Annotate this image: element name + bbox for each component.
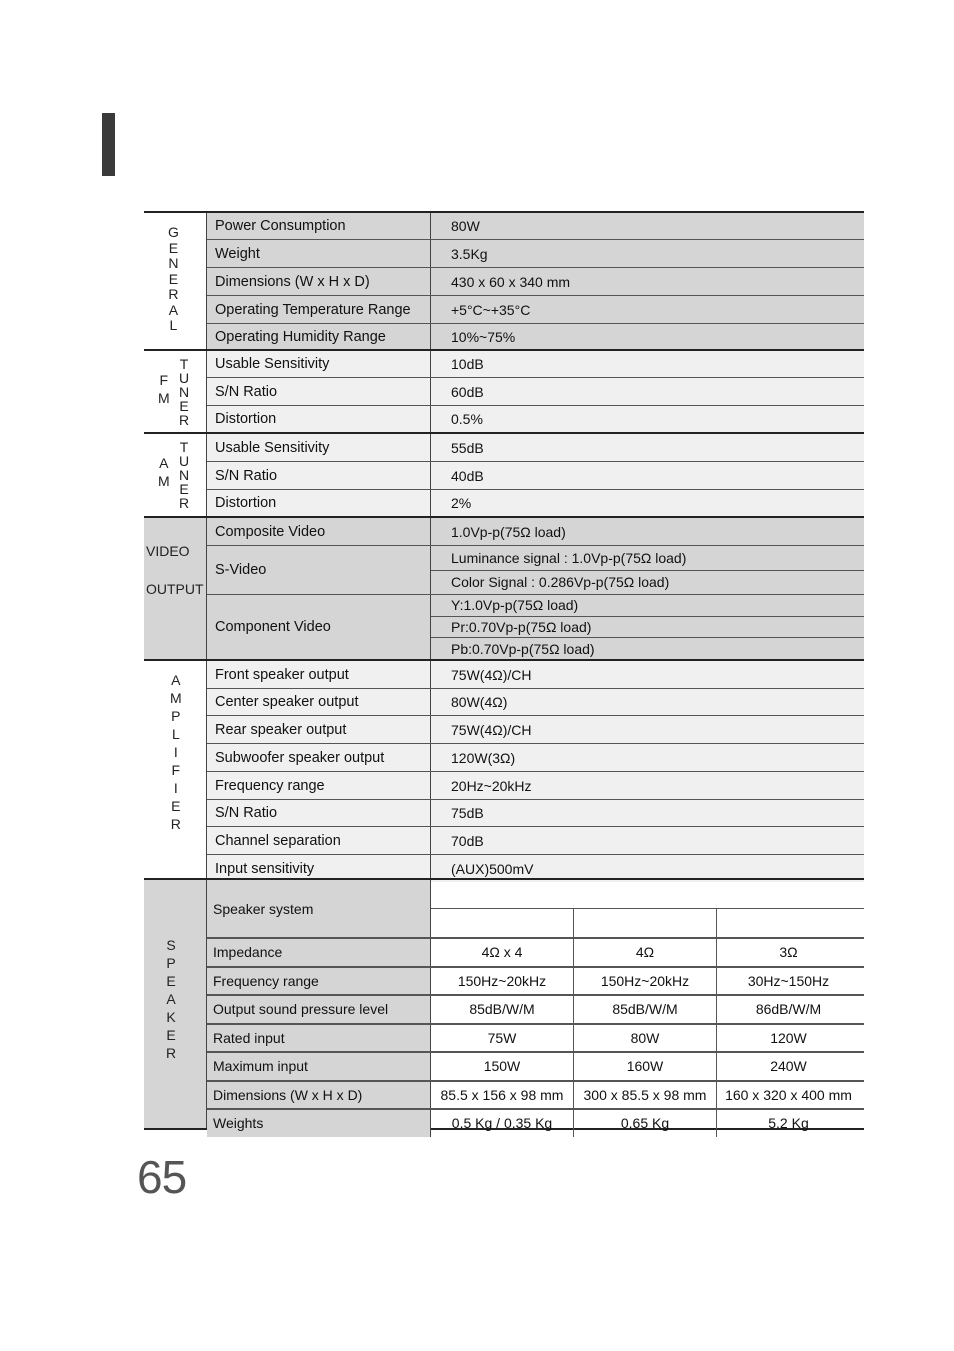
spec-label: S/N Ratio (207, 462, 431, 489)
spec-row-component-video (207, 595, 864, 659)
spec-value: (AUX)500mV (431, 855, 864, 882)
spec-value: 40dB (431, 462, 864, 489)
speaker-spec-cell: 80W (574, 1025, 717, 1052)
spec-value: 75W(4Ω)/CH (431, 661, 864, 688)
speaker-spec-cell: 160W (574, 1053, 717, 1080)
side-letter: L (171, 726, 180, 742)
spec-label: Center speaker output (207, 689, 431, 715)
side-letter: U (179, 370, 190, 386)
spec-value: 20Hz~20kHz (431, 772, 864, 799)
spec-value: Luminance signal : 1.0Vp-p(75Ω load) (431, 546, 864, 571)
spec-row (207, 772, 864, 800)
speaker-spec-cell: 0.5 Kg / 0.35 Kg (431, 1110, 574, 1137)
speaker-spec-cell: 300 x 85.5 x 98 mm (574, 1082, 717, 1109)
spec-row (207, 434, 864, 462)
side-letter: N (168, 255, 179, 271)
spec-row (207, 689, 864, 716)
spec-value: 120W(3Ω) (431, 744, 864, 771)
spec-label: Channel separation (207, 827, 431, 854)
speaker-spec-row (207, 995, 864, 1024)
side-letter: R (168, 286, 179, 302)
spec-row (207, 213, 864, 240)
side-letter: R (179, 412, 190, 428)
side-letter: T (179, 356, 189, 372)
side-letter: A (171, 672, 181, 688)
speaker-spec-cell: 75W (431, 1025, 574, 1052)
spec-label: Distortion (207, 406, 431, 432)
spec-label: S/N Ratio (207, 800, 431, 826)
spec-label: Weights (207, 1110, 431, 1137)
page-number: 65 (137, 1151, 187, 1203)
speaker-spec-cell: 3Ω (779, 944, 798, 961)
spec-value: 55dB (431, 434, 864, 461)
side-letter: R (179, 495, 190, 511)
am-tuner-side-label (144, 434, 207, 516)
spec-value: Pb:0.70Vp-p(75Ω load) (431, 638, 864, 659)
speaker-spec-cell: 0.65 Kg (574, 1110, 717, 1137)
spec-row (207, 716, 864, 744)
spec-label: Maximum input (207, 1053, 431, 1080)
fm-tuner-side-label (144, 351, 207, 432)
side-letter: R (166, 1045, 177, 1061)
spec-value: 60dB (431, 378, 864, 405)
side-letter: L (169, 317, 178, 333)
side-letter: I (173, 744, 178, 760)
side-letter: F (159, 372, 169, 388)
spec-value: Y:1.0Vp-p(75Ω load) (431, 595, 864, 617)
spec-row (207, 661, 864, 689)
side-letter: E (166, 973, 176, 989)
side-letter: S (166, 937, 176, 953)
spec-label: Weight (207, 240, 431, 267)
spec-label: Frequency range (207, 772, 431, 799)
fm-tuner-section (144, 349, 864, 432)
amplifier-side-label (144, 661, 207, 878)
spec-row (207, 268, 864, 296)
spec-label: Rated input (207, 1025, 431, 1052)
spec-value: 75W(4Ω)/CH (431, 716, 864, 743)
speaker-side-label (144, 880, 207, 1128)
video-side-bottom: OUTPUT (146, 581, 204, 597)
spec-row (207, 744, 864, 772)
side-letter: M (170, 690, 182, 706)
spec-row (207, 406, 864, 432)
spec-label: Usable Sensitivity (207, 351, 431, 377)
specifications-table (144, 211, 864, 1130)
speaker-spec-cell: 120W (770, 1029, 807, 1046)
general-section (144, 211, 864, 349)
spec-row (207, 827, 864, 855)
speaker-spec-cell: 30Hz~150Hz (747, 972, 830, 989)
amplifier-section (144, 659, 864, 878)
side-letter: P (171, 708, 181, 724)
spec-label: Input sensitivity (207, 855, 431, 882)
side-letter: M (158, 473, 170, 489)
spec-label: S/N Ratio (207, 378, 431, 405)
spec-value: 80W (431, 213, 864, 239)
spec-value: 1.0Vp-p(75Ω load) (431, 518, 864, 545)
speaker-header-col-2 (574, 909, 717, 937)
spec-label: Frequency range (207, 968, 431, 995)
speaker-spec-row (207, 1109, 864, 1137)
speaker-spec-row (207, 1052, 864, 1081)
side-letter: T (179, 439, 189, 455)
spec-label: Output sound pressure level (207, 996, 431, 1023)
speaker-spec-cell: 86dB/W/M (755, 1001, 822, 1018)
side-letter: N (179, 384, 190, 400)
side-letter: R (170, 816, 181, 832)
speaker-spec-cell: 85.5 x 156 x 98 mm (431, 1082, 574, 1109)
speaker-section (144, 878, 864, 1130)
spec-label: Dimensions (W x H x D) (207, 1082, 431, 1109)
video-side-top: VIDEO (146, 543, 190, 559)
speaker-spec-cell: 150Hz~20kHz (574, 968, 717, 995)
spec-value: 10dB (431, 351, 864, 377)
spec-row (207, 324, 864, 350)
side-letter: M (158, 390, 170, 406)
speaker-system-header (207, 880, 864, 938)
spec-row-composite-video (207, 518, 864, 546)
speaker-spec-cell: 4Ω (574, 939, 717, 966)
spec-value: 75dB (431, 800, 864, 826)
spec-label: S-Video (207, 546, 431, 594)
spec-row (207, 490, 864, 516)
spec-row (207, 296, 864, 324)
side-letter: N (179, 467, 190, 483)
spec-value: +5°C~+35°C (431, 296, 864, 323)
speaker-spec-cell: 5.2 Kg (768, 1115, 809, 1132)
spec-label: Component Video (207, 595, 431, 659)
side-letter: E (179, 398, 189, 414)
spec-row (207, 800, 864, 827)
speaker-spec-row (207, 938, 864, 967)
spec-label: Rear speaker output (207, 716, 431, 743)
side-letter: K (166, 1009, 176, 1025)
speaker-spec-cell: 150Hz~20kHz (431, 968, 574, 995)
spec-row (207, 462, 864, 490)
spec-value: 10%~75% (431, 324, 864, 350)
side-letter: F (171, 762, 181, 778)
spec-label: Front speaker output (207, 661, 431, 688)
spec-row-s-video (207, 546, 864, 595)
video-output-section (144, 516, 864, 659)
side-letter: E (166, 1027, 176, 1043)
speaker-spec-row (207, 1081, 864, 1110)
am-tuner-section (144, 432, 864, 516)
spec-value: Pr:0.70Vp-p(75Ω load) (431, 617, 864, 639)
spec-label: Distortion (207, 490, 431, 516)
general-side-label (144, 213, 207, 349)
spec-value: 2% (431, 490, 864, 516)
spec-label: Power Consumption (207, 213, 431, 239)
video-output-side-label (144, 518, 207, 659)
spec-label: Subwoofer speaker output (207, 744, 431, 771)
spec-row (207, 240, 864, 268)
side-letter: P (166, 955, 176, 971)
speaker-spec-cell: 4Ω x 4 (431, 939, 574, 966)
spec-label: Speaker system (207, 880, 431, 937)
spec-value: 430 x 60 x 340 mm (431, 268, 864, 295)
side-letter: E (168, 239, 179, 256)
spec-row (207, 351, 864, 378)
speaker-spec-cell: 85dB/W/M (574, 996, 717, 1023)
side-letter: E (179, 481, 189, 497)
spec-label: Composite Video (207, 518, 431, 545)
side-letter: A (166, 991, 176, 1007)
spec-value: 3.5Kg (431, 240, 864, 267)
side-letter: U (179, 453, 190, 469)
side-letter: I (173, 780, 178, 796)
section-marker-bar (102, 113, 115, 176)
spec-label: Usable Sensitivity (207, 434, 431, 461)
spec-label: Dimensions (W x H x D) (207, 268, 431, 295)
spec-value: 80W(4Ω) (431, 689, 864, 715)
side-letter: A (168, 301, 179, 318)
side-letter: A (159, 455, 169, 471)
spec-label: Operating Temperature Range (207, 296, 431, 323)
spec-label: Impedance (207, 939, 431, 966)
speaker-header-col-1 (431, 909, 574, 937)
spec-value: 0.5% (431, 406, 864, 432)
speaker-spec-cell: 160 x 320 x 400 mm (725, 1086, 852, 1103)
spec-label: Operating Humidity Range (207, 324, 431, 350)
speaker-header-col-3 (717, 909, 860, 937)
side-letter: E (171, 798, 181, 814)
speaker-spec-cell: 240W (770, 1058, 807, 1075)
spec-row (207, 378, 864, 406)
speaker-header-blank (431, 880, 864, 909)
spec-value: 70dB (431, 827, 864, 854)
side-letter: G (168, 224, 179, 240)
speaker-spec-cell: 85dB/W/M (431, 996, 574, 1023)
speaker-spec-cell: 150W (431, 1053, 574, 1080)
speaker-spec-row (207, 1024, 864, 1053)
spec-value: Color Signal : 0.286Vp-p(75Ω load) (431, 571, 864, 595)
speaker-spec-row (207, 967, 864, 996)
side-letter: E (168, 270, 179, 287)
